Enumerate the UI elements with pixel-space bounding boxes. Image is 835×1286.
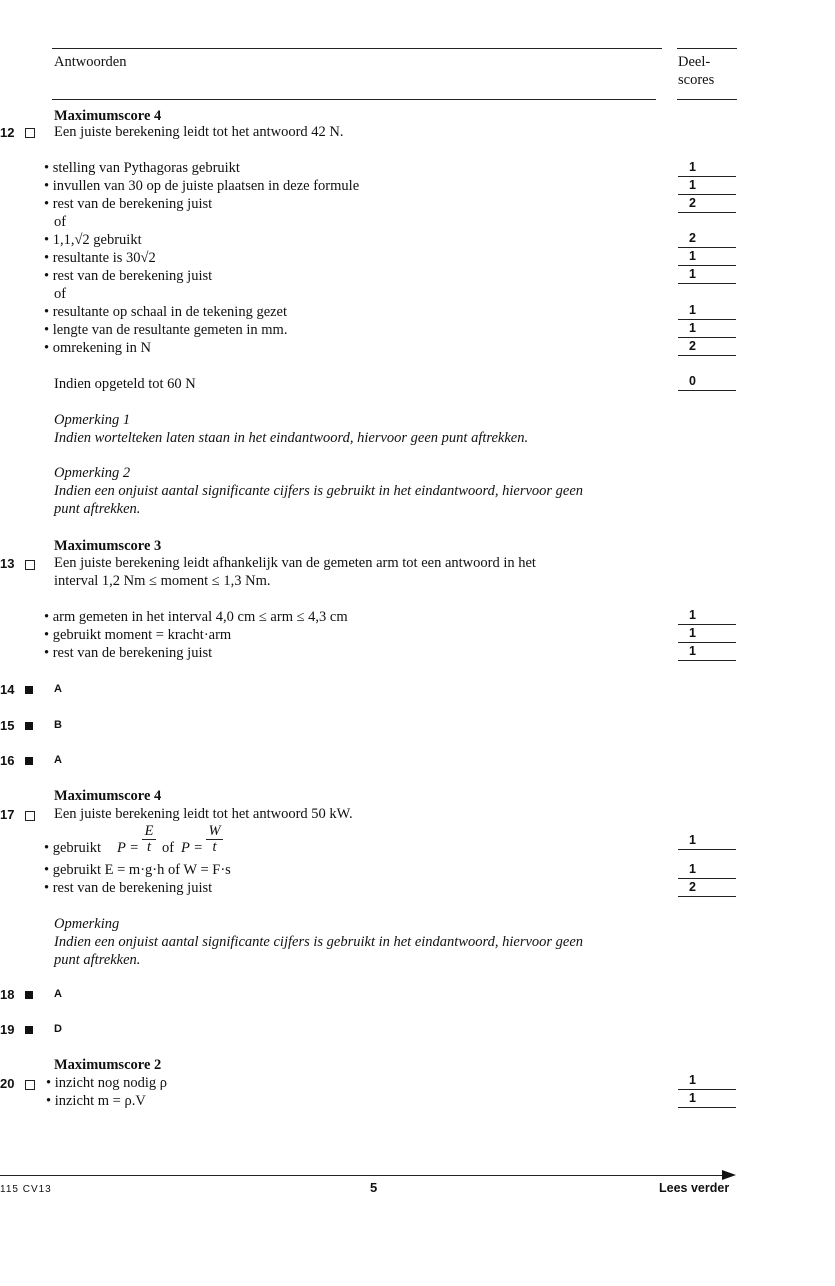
q12-item-3: • rest van de berekening juist [44,196,213,212]
q12-or-1: of [54,214,67,230]
open-question-icon [25,811,35,821]
q17-fraction-2 [206,824,223,855]
q20-item-2: • inzicht m = ρ.V [46,1093,146,1109]
q12-remark2-line1: Indien een onjuist aantal significante cijfers is gebruikt in het eindantwoord, hiervoor geen [54,483,584,499]
q13-title: Maximumscore 3 [54,538,162,554]
q17-item-2: • gebruikt E = m·g·h of W = F·s [44,862,231,878]
q12-item-6: • rest van de berekening juist [44,268,213,284]
q12-extra-score: 0 [678,373,736,391]
q16-number: 16 [0,753,15,768]
footer-next: Lees verder [659,1181,730,1195]
header-deel: Deel- [678,54,711,70]
header-scores: scores [678,72,715,88]
q17-item1-p1: P = [117,840,140,856]
q20-score-1: 1 [678,1072,736,1090]
q12-remark1-text: Indien wortelteken laten staan in het eindantwoord, hiervoor geen punt aftrekken. [54,430,529,446]
q17-item1-of: of [162,840,175,856]
q13-score-3: 1 [678,643,736,661]
mc-question-icon [25,686,33,694]
q12-remark2-line2: punt aftrekken. [54,501,141,517]
q20-item-1: • inzicht nog nodig ρ [46,1075,168,1091]
q12-item-8: • lengte van de resultante gemeten in mm. [44,322,288,338]
footer-rule [0,1175,730,1176]
q12-score-2: 1 [678,177,736,195]
q12-intro: Een juiste berekening leidt tot het antwoord 42 N. [54,124,344,140]
q16-answer: A [54,754,62,766]
q12-score-1: 1 [678,159,736,177]
q17-remark-line2: punt aftrekken. [54,952,141,968]
q12-score-8: 1 [678,320,736,338]
q19-answer: D [54,1023,62,1035]
q12-remark2-title: Opmerking 2 [54,465,131,481]
q17-fraction-2-num: W [206,824,223,840]
q14-number: 14 [0,682,15,697]
q15-number: 15 [0,718,15,733]
q17-score-1: 1 [678,832,736,850]
q17-score-3: 2 [678,879,736,897]
open-question-icon [25,128,35,138]
q12-title: Maximumscore 4 [54,108,162,124]
q13-number: 13 [0,556,15,571]
q17-fraction-2-den: t [212,839,217,855]
q17-fraction-1-den: t [146,839,152,855]
q17-number: 17 [0,807,15,822]
q12-or-2: of [54,286,67,302]
footer-page-number: 5 [370,1180,378,1195]
q18-number: 18 [0,987,15,1002]
q12-score-9: 2 [678,338,736,356]
q12-score-3: 2 [678,195,736,213]
header-rule-bottom-left [52,99,656,100]
q17-item1-prefix: • gebruikt [44,840,102,856]
mc-question-icon [25,757,33,765]
q17-title: Maximumscore 4 [54,788,162,804]
q17-remark-title: Opmerking [54,916,120,932]
open-question-icon [25,560,35,570]
q12-item-9: • omrekening in N [44,340,151,356]
q20-score-2: 1 [678,1090,736,1108]
q12-item-1: • stelling van Pythagoras gebruikt [44,160,240,176]
q13-intro-line2: interval 1,2 Nm ≤ moment ≤ 1,3 Nm. [54,573,271,589]
q12-extra: Indien opgeteld tot 60 N [54,376,196,392]
q13-score-1: 1 [678,607,736,625]
q12-item-5: • resultante is 30√2 [44,250,156,266]
mc-question-icon [25,991,33,999]
mc-question-icon [25,722,33,730]
q17-intro: Een juiste berekening leidt tot het antwoord 50 kW. [54,806,353,822]
header-antwoorden: Antwoorden [54,54,127,70]
q15-answer: B [54,719,62,731]
q12-score-5: 1 [678,248,736,266]
header-rule-left [52,48,662,49]
header-rule-right [677,48,737,49]
q13-item-2: • gebruikt moment = kracht·arm [44,627,232,643]
q12-item-7: • resultante op schaal in de tekening gezet [44,304,288,320]
q17-remark-line1: Indien een onjuist aantal significante cijfers is gebruikt in het eindantwoord, hiervoor geen [54,934,584,950]
q12-score-6: 1 [678,266,736,284]
q12-score-7: 1 [678,302,736,320]
q17-score-2: 1 [678,861,736,879]
q17-item1-p2: P = [181,840,204,856]
mc-question-icon [25,1026,33,1034]
q17-fraction-1 [142,824,156,855]
q18-answer: A [54,988,62,1000]
q20-title: Maximumscore 2 [54,1057,162,1073]
q12-item-2: • invullen van 30 op de juiste plaatsen in deze formule [44,178,360,194]
q13-intro-line1: Een juiste berekening leidt afhankelijk van de gemeten arm tot een antwoord in het [54,555,536,571]
q12-item-4: • 1,1,√2 gebruikt [44,232,142,248]
footer-code: 115 CV13 [0,1184,52,1195]
header-rule-bottom-right [677,99,737,100]
q12-number: 12 [0,125,15,140]
q13-score-2: 1 [678,625,736,643]
q13-item-3: • rest van de berekening juist [44,645,213,661]
q13-item-1: • arm gemeten in het interval 4,0 cm ≤ arm ≤ 4,3 cm [44,609,348,625]
q17-fraction-1-num: E [142,824,156,840]
open-question-icon [25,1080,35,1090]
q14-answer: A [54,683,62,695]
q20-number: 20 [0,1076,15,1091]
q17-item-3: • rest van de berekening juist [44,880,213,896]
q12-remark1-title: Opmerking 1 [54,412,131,428]
q12-score-4: 2 [678,230,736,248]
q19-number: 19 [0,1022,15,1037]
